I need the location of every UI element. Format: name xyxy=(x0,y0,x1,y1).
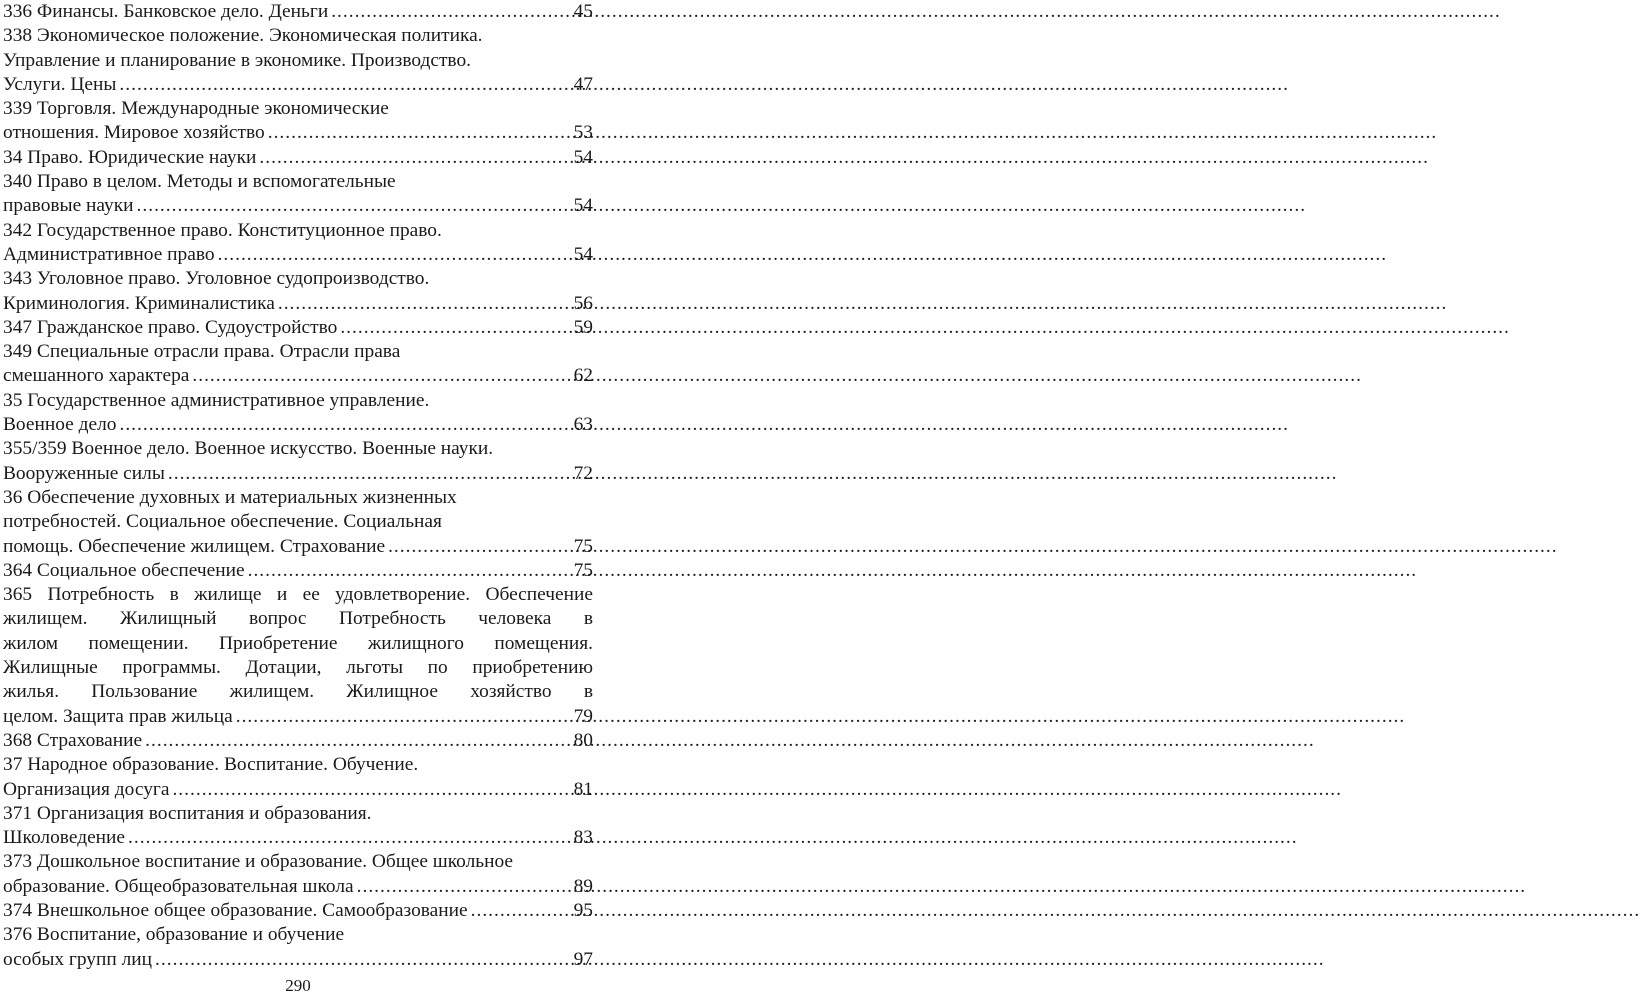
toc-entry-title: 34 Право. Юридические науки xyxy=(3,146,257,168)
toc-entry xyxy=(3,559,593,583)
toc-entry xyxy=(3,729,593,753)
toc-entry-title-line: жилищем. Жилищный вопрос Потребность человека в xyxy=(3,608,593,630)
toc-entry-last-line xyxy=(3,413,593,437)
toc-entry xyxy=(3,899,593,923)
toc-entry-title: Криминология. Криминалистика xyxy=(3,292,275,314)
toc-entry-title-line: 342 Государственное право. Конституционное право. xyxy=(3,219,442,241)
toc-entry xyxy=(3,802,593,851)
toc-entry-last-line xyxy=(3,826,593,850)
toc-entry-title-line: 36 Обеспечение духовных и материальных жизненных xyxy=(3,486,457,508)
toc-entry-title-line: Жилищные программы. Дотации, льготы по приобретению xyxy=(3,657,593,679)
toc-entry-page: 45 xyxy=(573,1,593,22)
toc-entry-title-line: 365 Потребность в жилище и ее удовлетворение. Обеспечение xyxy=(3,584,593,606)
toc-entry-title: образование. Общеобразовательная школа xyxy=(3,875,354,897)
toc-entry-page: 97 xyxy=(573,948,593,970)
toc-entry-title-line: 373 Дошкольное воспитание и образование. Общее школьное xyxy=(3,851,514,873)
dot-leader xyxy=(471,899,572,923)
dot-leader xyxy=(357,875,572,899)
toc-entry-page: 80 xyxy=(573,729,593,751)
toc-entry-title: Военное дело xyxy=(3,414,117,436)
dot-leader xyxy=(119,413,571,437)
toc-entry-last-line xyxy=(3,535,593,559)
toc-entry-title-line: потребностей. Социальное обеспечение. Социальная xyxy=(3,511,442,533)
dot-leader xyxy=(168,462,572,486)
toc-entry xyxy=(3,486,593,559)
toc-entry-page: 72 xyxy=(573,462,593,484)
toc-entry-last-line xyxy=(3,875,593,899)
toc-entry-page: 79 xyxy=(573,705,593,727)
toc-entry-title: 347 Гражданское право. Судоустройство xyxy=(3,316,338,338)
toc-entry-last-line xyxy=(3,948,593,972)
toc-entry-title: Услуги. Цены xyxy=(3,73,117,95)
toc-entry-title: целом. Защита прав жильца xyxy=(3,705,233,727)
toc-entry-last-line xyxy=(3,559,593,583)
dot-leader xyxy=(331,0,571,24)
toc-entry xyxy=(3,170,593,219)
toc-entry-title-line: 339 Торговля. Международные экономические xyxy=(3,98,389,120)
toc-entry-title-line: 35 Государственное административное управление. xyxy=(3,389,430,411)
dot-leader xyxy=(388,535,572,559)
toc-entry-title: Организация досуга xyxy=(3,778,170,800)
toc-entry-title-line: 343 Уголовное право. Уголовное судопроизводство. xyxy=(3,268,430,290)
toc-entry-last-line xyxy=(3,899,593,923)
toc-entry-title: 336 Финансы. Банковское дело. Деньги xyxy=(3,1,329,22)
toc-entry xyxy=(3,219,593,268)
toc-entry-page: 59 xyxy=(573,316,593,338)
dot-leader xyxy=(248,559,572,583)
toc-entry-last-line xyxy=(3,73,593,97)
toc-entry-title: 368 Страхование xyxy=(3,729,143,751)
toc-entry-last-line xyxy=(3,729,593,753)
toc-entry xyxy=(3,97,593,146)
toc-entry xyxy=(3,24,593,97)
toc-entry-title-line: 338 Экономическое положение. Экономическая политика. xyxy=(3,25,483,47)
toc-entry-page: 62 xyxy=(573,365,593,387)
toc-entry-last-line xyxy=(3,364,593,388)
toc-entry-page: 63 xyxy=(573,414,593,436)
dot-leader xyxy=(155,948,572,972)
dot-leader xyxy=(119,73,571,97)
toc-entry-last-line xyxy=(3,121,593,145)
dot-leader xyxy=(145,729,571,753)
toc-entry-title: Школоведение xyxy=(3,827,126,849)
toc-entry-title-line: жилья. Пользование жилищем. Жилищное хозяйство в xyxy=(3,681,593,703)
toc-entry xyxy=(3,850,593,899)
toc-entry xyxy=(3,340,593,389)
dot-leader xyxy=(137,194,572,218)
toc-entry-page: 53 xyxy=(573,122,593,144)
toc-entry-page: 81 xyxy=(573,778,593,800)
toc-entry-last-line xyxy=(3,243,593,267)
toc-entry-last-line xyxy=(3,316,593,340)
toc-entry-title-line: 355/359 Военное дело. Военное искусство. Военные науки. xyxy=(3,438,494,460)
toc-entry-page: 83 xyxy=(573,827,593,849)
toc-entry-title-line: жилом помещении. Приобретение жилищного помещения. xyxy=(3,632,593,654)
toc-entry-title: отношения. Мировое хозяйство xyxy=(3,122,265,144)
toc-entry-title-line: 376 Воспитание, образование и обучение xyxy=(3,924,345,946)
toc-entry-title: 374 Внешкольное общее образование. Самообразование xyxy=(3,899,468,921)
dot-leader xyxy=(340,316,571,340)
toc-entry-title: особых групп лиц xyxy=(3,948,153,970)
toc-entry-title-line: 349 Специальные отрасли права. Отрасли права xyxy=(3,341,401,363)
toc-entry-last-line xyxy=(3,462,593,486)
toc-entry-page: 54 xyxy=(573,243,593,265)
toc-entry-title: Административное право xyxy=(3,243,215,265)
toc-entry-page: 54 xyxy=(573,195,593,217)
toc-entry xyxy=(3,437,593,486)
toc-entry xyxy=(3,753,593,802)
toc-entry-page: 75 xyxy=(573,535,593,557)
toc-entry xyxy=(3,146,593,170)
toc-entry xyxy=(3,0,593,24)
dot-leader xyxy=(218,243,572,267)
toc-entry-title: 364 Социальное обеспечение xyxy=(3,559,245,581)
toc-entry-title: Вооруженные силы xyxy=(3,462,165,484)
toc-entry-page: 54 xyxy=(573,146,593,168)
toc-entry xyxy=(3,923,593,972)
toc-entry-title-line: Управление и планирование в экономике. Производство. xyxy=(3,49,471,71)
toc-entry xyxy=(3,389,593,438)
table-of-contents xyxy=(3,0,593,972)
toc-entry-last-line xyxy=(3,194,593,218)
toc-entry-title-line: 371 Организация воспитания и образования. xyxy=(3,802,372,824)
dot-leader xyxy=(268,121,572,145)
dot-leader xyxy=(259,146,571,170)
toc-entry-title: правовые науки xyxy=(3,195,134,217)
toc-entry xyxy=(3,267,593,316)
toc-entry-last-line xyxy=(3,146,593,170)
dot-leader xyxy=(172,778,571,802)
toc-entry-title-line: 37 Народное образование. Воспитание. Обучение. xyxy=(3,754,419,776)
toc-entry-page: 75 xyxy=(573,559,593,581)
toc-entry-last-line xyxy=(3,0,593,24)
dot-leader xyxy=(278,292,572,316)
page-number: 290 xyxy=(285,976,311,995)
toc-entry xyxy=(3,583,593,729)
toc-entry-last-line xyxy=(3,705,593,729)
dot-leader xyxy=(236,705,572,729)
toc-entry-title-line: 340 Право в целом. Методы и вспомогательные xyxy=(3,171,396,193)
toc-entry-page: 56 xyxy=(573,292,593,314)
toc-entry-last-line xyxy=(3,778,593,802)
toc-entry-page: 89 xyxy=(573,875,593,897)
dot-leader xyxy=(128,826,572,850)
toc-entry-page: 95 xyxy=(573,899,593,921)
toc-entry-title: смешанного характера xyxy=(3,365,190,387)
toc-entry-title: помощь. Обеспечение жилищем. Страхование xyxy=(3,535,386,557)
toc-entry-last-line xyxy=(3,292,593,316)
toc-entry-page: 47 xyxy=(573,73,593,95)
toc-entry xyxy=(3,316,593,340)
dot-leader xyxy=(192,364,571,388)
